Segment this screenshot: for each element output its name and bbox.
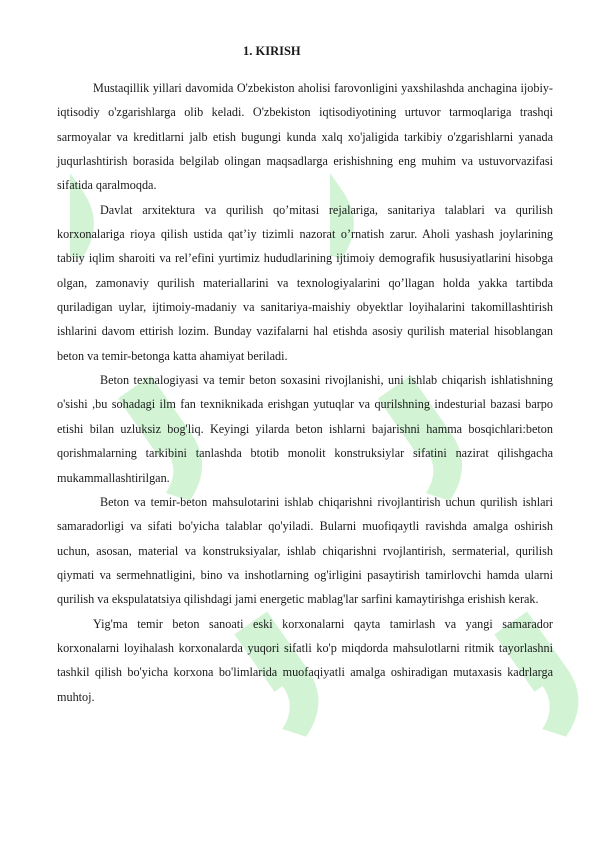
section-heading: 1. KIRISH	[243, 44, 301, 58]
paragraph: Davlat arxitektura va qurilish qo’mitasi rejalariga, sanitariya talablari va qurilish korxonalariga rioya qilish ustida qat’iy tizimli nazorat o’rnatish zarur. Aholi yashash joylarining tabiiy iqlim sharoiti va rel’efini yurtimiz hududlarining ijtimoiy demografik hususiyatlarini hisobga olgan, zamonaviy qurilish materiallarini va texnologiyalarini qo’llagan holda yakka tartibda quriladigan uylar, ijtimoiy-madaniy va sanitariya-maishiy obyektlar loyihalarini takomillashtirish ishlarini davom ettirish lozim. Bunday vazifalarni hal etishda asosiy qurilish material hisoblangan beton va temir-betonga katta ahamiyat beriladi.	[57, 202, 553, 363]
paragraph: Yig'ma temir beton sanoati eski korxonalarni qayta tamirlash va yangi samarador korxonalarni loyihalash korxonalarda yuqori sifatli ko'p miqdorda mahsulotlarni ritmik tayorlashni tashkil qilish bo'yicha korxona bo'limlarida muofaqiyatli amalga oshiradigan mutaxasis kadrlarga muhtoj.	[57, 616, 553, 704]
document-body	[57, 76, 553, 709]
paragraph: Beton texnalogiyasi va temir beton soxasini rivojlanishi, uni ishlab chiqarish ishlatishning o'sishi ,bu sohadagi ilm fan texniknikada erishgan yutuqlar va qurilshning indesturial bazasi barpo etishi bilan uzluksiz bog'liq. Keyingi yilarda beton ishlarni bajarishni hamma bosqichlari:beton qorishmalarning tarkibini tanlashda btotib monolit konstruksiylar sifatini nazirat qilishgacha mukammallashtirilgan.	[57, 373, 553, 485]
paragraph: Beton va temir-beton mahsulotarini ishlab chiqarishni rivojlantirish uchun qurilish ishlari samaradorligi va sifati bo'yicha talablar qo'yiladi. Bularni muofiqaytli ravishda amalga oshirish uchun, asosan, material va konstruksiyalar, ishlab chiqarishni rvojlantirish, sermaterial, qurilish qiymati va sermehnatligini, bino va inshotlarning og'irligini pasaytirish tamirlovchi hamda ularni qurilish va ekspulatatsiya qilishdagi jami energetic mablag'lar sarfini kamaytirishga erishish kerak.	[57, 494, 553, 607]
paragraph: Mustaqillik yillari davomida O'zbekiston aholisi farovonligini yaxshilashda anchagina ijobiy-iqtisodiy o'zgarishlarga olib keladi. O'zbekiston iqtisodiyotining urtuvor tarmoqlariga trashqi sarmoyalar va kreditlarni jalb etish bugungi kunda xalq xo'jaligida tarkibiy o'zgarishlarni yanada juqurlashtirish borasida belgilab olingan maqsadlarga erishishning eng muhim va ustuvorvazifasi sifatida qaralmoqda.	[57, 81, 553, 193]
